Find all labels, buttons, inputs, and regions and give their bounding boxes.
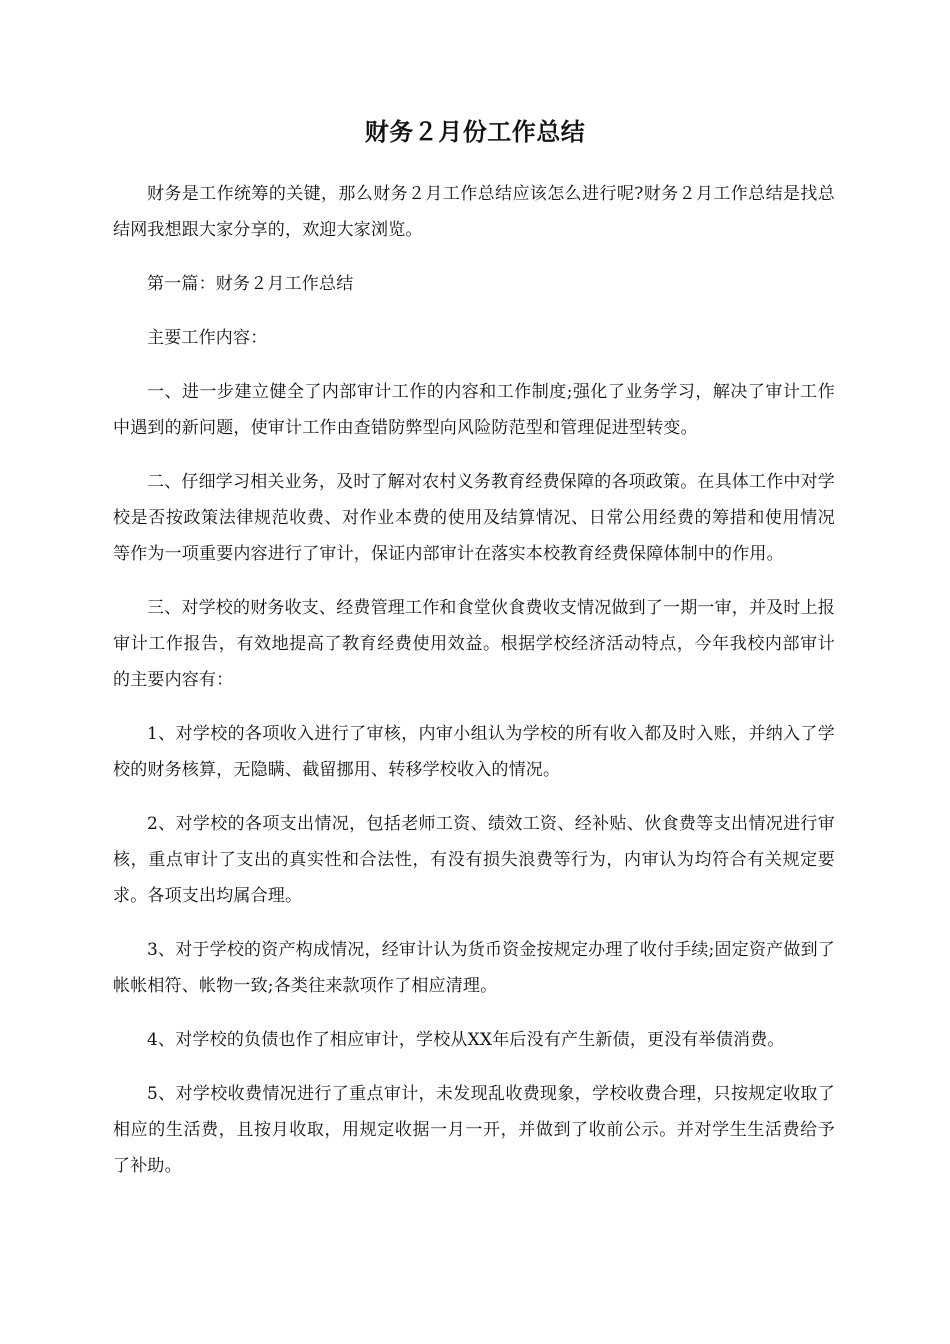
document-title: 财务２月份工作总结 [364, 117, 586, 146]
paragraph-item-2: 二、仔细学习相关业务，及时了解对农村义务教育经费保障的各项政策。在具体工作中对学校是否按政策法律规范收费、对作业本费的使用及结算情况、日常公用经费的筹措和使用情况等作为一项重要内容进行了审计，保证内部审计在落实本校教育经费保障体制中的作用。 [113, 472, 835, 564]
paragraph-item-3: 三、对学校的财务收支、经费管理工作和食堂伙食费收支情况做到了一期一审，并及时上报审计工作报告，有效地提高了教育经费使用效益。根据学校经济活动特点，今年我校内部审计的主要内容有： [113, 598, 835, 690]
list-item-5: 5、对学校收费情况进行了重点审计，未发现乱收费现象，学校收费合理，只按规定收取了相应的生活费，且按月收取，用规定收据一月一开，并做到了收前公示。并对学生生活费给予了补助。 [113, 1084, 835, 1176]
list-item-2: 2、对学校的各项支出情况，包括老师工资、绩效工资、经补贴、伙食费等支出情况进行审核，重点审计了支出的真实性和合法性，有没有损失浪费等行为，内审认为均符合有关规定要求。各项支出均属合理。 [113, 814, 835, 906]
paragraph-item-1: 一、进一步建立健全了内部审计工作的内容和工作制度;强化了业务学习，解决了审计工作中遇到的新问题，使审计工作由查错防弊型向风险防范型和管理促进型转变。 [113, 382, 835, 438]
list-item-1: 1、对学校的各项收入进行了审核，内审小组认为学校的所有收入都及时入账，并纳入了学校的财务核算，无隐瞒、截留挪用、转移学校收入的情况。 [113, 724, 835, 780]
list-item-4: 4、对学校的负债也作了相应审计，学校从XX年后没有产生新债，更没有举债消费。 [147, 1030, 785, 1050]
section-heading: 第一篇：财务２月工作总结 [147, 274, 354, 294]
document-body [113, 176, 835, 1202]
list-item-3: 3、对于学校的资产构成情况，经审计认为货币资金按规定办理了收付手续;固定资产做到了帐帐相符、帐物一致;各类往来款项作了相应清理。 [113, 940, 835, 996]
intro-paragraph: 财务是工作统筹的关键，那么财务２月工作总结应该怎么进行呢?财务２月工作总结是找总结网我想跟大家分享的，欢迎大家浏览。 [113, 184, 835, 240]
subheading: 主要工作内容： [147, 328, 268, 348]
